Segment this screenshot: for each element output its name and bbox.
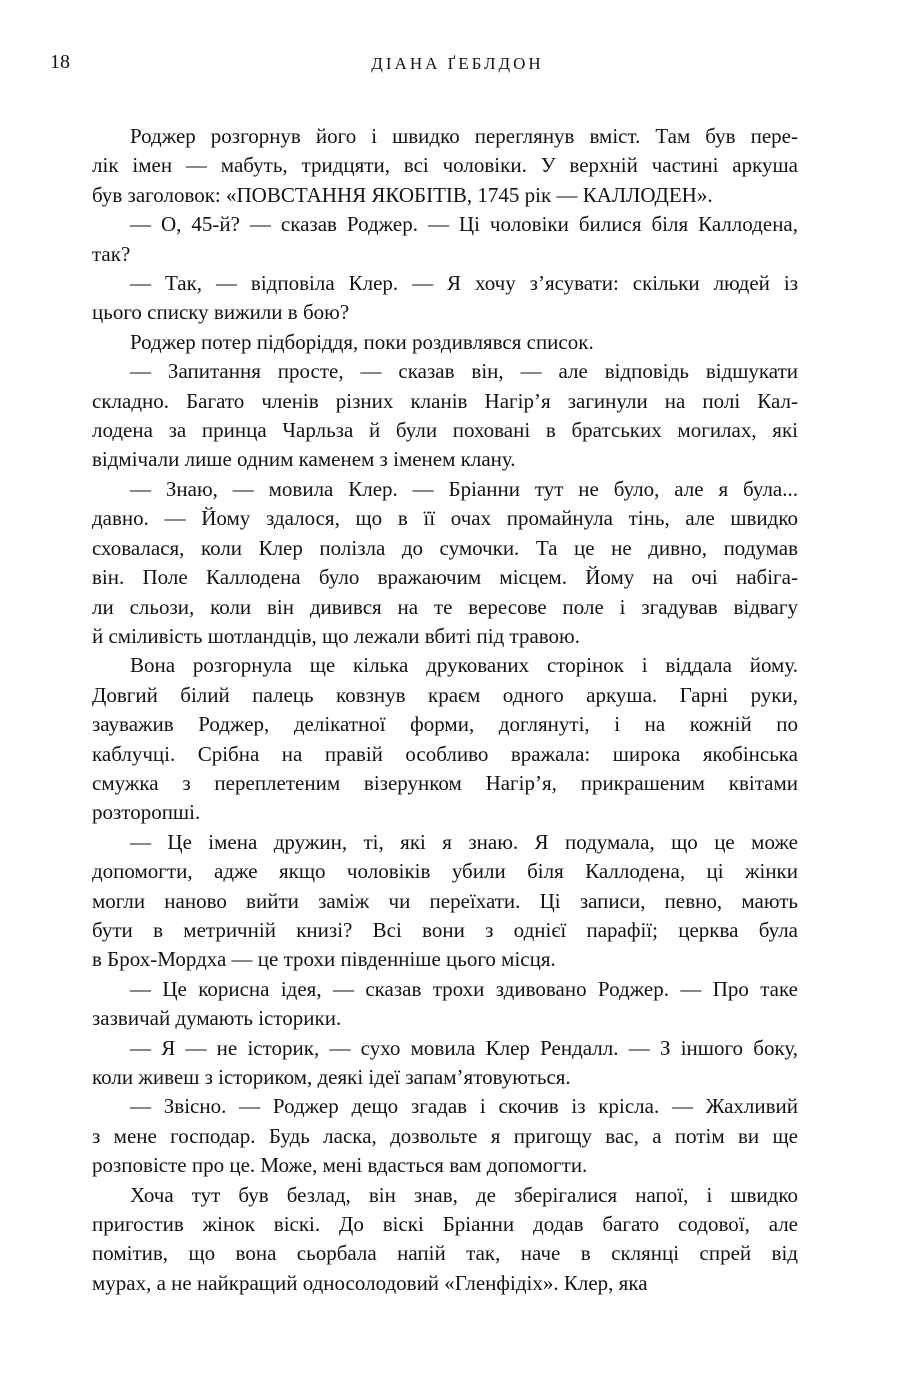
- paragraph: [92, 651, 798, 827]
- text-line: — Звісно. — Роджер дещо згадав і скочив із крісла. — Жахливий: [130, 1094, 798, 1119]
- text-line: цього списку вижили в бою?: [92, 300, 350, 325]
- paragraph: [92, 1034, 798, 1093]
- paragraph: [92, 1181, 798, 1299]
- text-line: зазвичай думають історики.: [92, 1006, 342, 1031]
- text-line: з мене господар. Будь ласка, дозвольте я пригощу вас, а потім ви ще: [92, 1123, 798, 1148]
- text-line: — Це імена дружин, ті, які я знаю. Я подумала, що це може: [130, 829, 798, 854]
- text-line: — О, 45-й? — сказав Роджер. — Ці чоловіки билися біля Каллодена,: [130, 212, 798, 237]
- paragraph: [92, 357, 798, 475]
- text-line: — Це корисна ідея, — сказав трохи здивовано Роджер. — Про таке: [130, 976, 798, 1001]
- running-head: ДІАНА ҐЕБЛДОН: [371, 54, 544, 73]
- text-line: лік імен — мабуть, тридцяти, всі чоловіки. У верхній частині аркуша: [92, 153, 798, 178]
- paragraph: [92, 975, 798, 1034]
- paragraph: [92, 828, 798, 975]
- text-line: лодена за принца Чарльза й були поховані в братських могилах, які: [92, 418, 798, 443]
- text-line: смужка з переплетеним візерунком Нагір’я, прикрашеним квітами: [92, 770, 798, 795]
- text-line: помітив, що вона сьорбала напій так, наче в склянці спрей від: [92, 1241, 798, 1266]
- paragraph: [92, 269, 798, 328]
- text-line: розповісте про це. Може, мені вдасться вам допомогти.: [92, 1153, 588, 1178]
- text-line: — Знаю, — мовила Клер. — Бріанни тут не було, але я була...: [130, 476, 798, 501]
- paragraph: [92, 122, 798, 210]
- text-line: мурах, а не найкращий односолодовий «Гленфідіх». Клер, яка: [92, 1270, 648, 1295]
- paragraph: [92, 328, 798, 357]
- text-line: й сміливість шотландців, що лежали вбиті під травою.: [92, 623, 580, 648]
- paragraph: [92, 210, 798, 269]
- page-number: 18: [50, 51, 70, 73]
- text-line: пригостив жінок віскі. До віскі Бріанни додав багато содової, але: [92, 1212, 798, 1237]
- text-line: складно. Багато членів різних кланів Нагір’я загинули на полі Кал-: [92, 388, 798, 413]
- text-line: зауважив Роджер, делікатної форми, доглянуті, і на кожній по: [92, 712, 798, 737]
- text-line: допомогти, адже якщо чоловіків убили біля Каллодена, ці жінки: [92, 859, 798, 884]
- text-line: розторопші.: [92, 800, 201, 825]
- text-line: так?: [92, 241, 131, 266]
- text-line: відмічали лише одним каменем з іменем клану.: [92, 447, 516, 472]
- text-line: Хоча тут був безлад, він знав, де зберігалися напої, і швидко: [130, 1182, 798, 1207]
- text-line: коли живеш з істориком, деякі ідеї запам’ятовуються.: [92, 1065, 571, 1089]
- text-line: Роджер розгорнув його і швидко переглянув вміст. Там був пере-: [130, 124, 798, 148]
- text-line: Роджер потер підборіддя, поки роздивлявся список.: [130, 329, 594, 354]
- text-line: сховалася, коли Клер полізла до сумочки. Та це не дивно, подумав: [92, 535, 798, 560]
- text-line: — Запитання просте, — сказав він, — але відповідь відшукати: [130, 359, 798, 384]
- paragraph: [92, 1092, 798, 1180]
- text-line: Довгий білий палець ковзнув краєм одного аркуша. Гарні руки,: [92, 682, 798, 707]
- page-body: [92, 122, 798, 1298]
- text-line: — Так, — відповіла Клер. — Я хочу з’ясувати: скільки людей із: [130, 271, 798, 296]
- text-line: каблучці. Срібна на правій особливо вражала: широка якобінська: [92, 741, 798, 766]
- text-line: ли сльози, коли він дивився на те вересове поле і згадував відвагу: [92, 594, 798, 619]
- text-line: був заголовок: «ПОВСТАННЯ ЯКОБІТІВ, 1745 рік — КАЛЛОДЕН».: [92, 182, 713, 207]
- text-line: давно. — Йому здалося, що в її очах промайнула тінь, але швидко: [92, 506, 798, 531]
- text-line: він. Поле Каллодена було вражаючим місцем. Йому на очі набіга-: [92, 565, 798, 590]
- text-line: бути в метричній книзі? Всі вони з однієї парафії; церква була: [92, 917, 798, 942]
- text-line: — Я — не історик, — сухо мовила Клер Рендалл. — З іншого боку,: [130, 1035, 798, 1060]
- paragraph: [92, 475, 798, 651]
- text-line: могли наново вийти заміж чи переїхати. Ці записи, певно, мають: [92, 888, 798, 913]
- text-line: в Брох-Мордха — це трохи південніше цього місця.: [92, 947, 556, 972]
- text-line: Вона розгорнула ще кілька друкованих сторінок і віддала йому.: [130, 653, 798, 678]
